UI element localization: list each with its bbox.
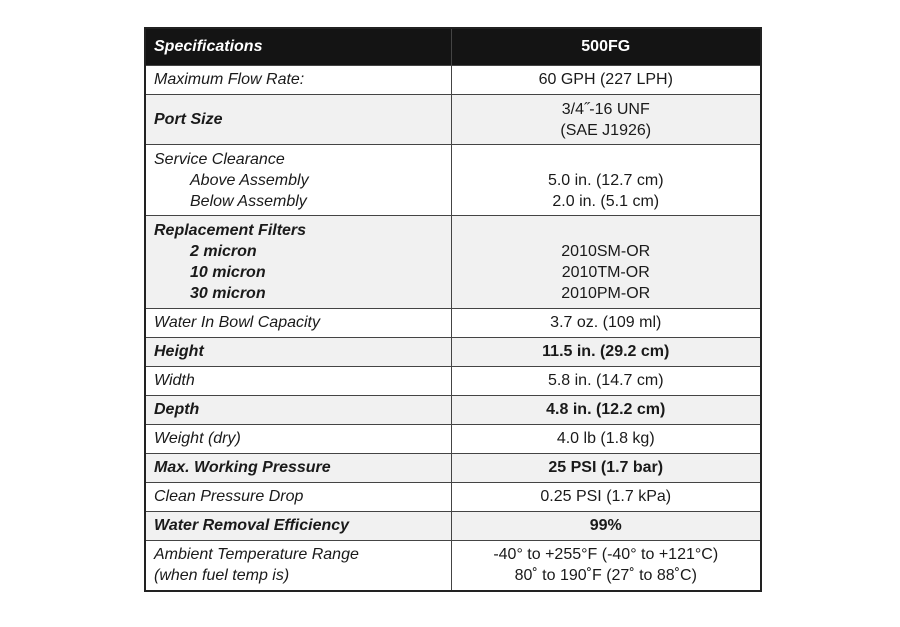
- row-value: 4.8 in. (12.2 cm): [451, 396, 761, 425]
- clearance-title: Service Clearance: [154, 150, 285, 168]
- row-width: [145, 367, 761, 396]
- row-label: Weight (dry): [145, 425, 451, 454]
- row-weight: [145, 425, 761, 454]
- row-service-clearance: [145, 145, 761, 216]
- row-replacement-filters: [145, 216, 761, 309]
- row-label: Height: [145, 338, 451, 367]
- clearance-below-value: 2.0 in. (5.1 cm): [552, 192, 660, 210]
- row-label: Depth: [145, 396, 451, 425]
- row-port-size: [145, 95, 761, 145]
- header-label: Specifications: [145, 28, 451, 66]
- specifications-table: [144, 27, 762, 592]
- filter-30-micron-part: 2010PM-OR: [561, 285, 651, 302]
- clearance-above-label: Above Assembly: [190, 171, 309, 189]
- row-value: 5.8 in. (14.7 cm): [451, 367, 761, 396]
- row-value: 60 GPH (227 LPH): [451, 66, 761, 95]
- row-label: [145, 216, 451, 309]
- row-bowl-capacity: [145, 309, 761, 338]
- row-value: 25 PSI (1.7 bar): [451, 454, 761, 483]
- row-label: Port Size: [145, 95, 451, 145]
- row-water-removal-efficiency: [145, 512, 761, 541]
- filter-10-micron-part: 2010TM-OR: [561, 264, 650, 281]
- temp-label: Ambient Temperature Range: [154, 546, 359, 564]
- filter-30-micron-label: 30 micron: [190, 285, 266, 302]
- row-label: Width: [145, 367, 451, 396]
- temp-range-fuel: 80˚ to 190˚F (27˚ to 88˚C): [514, 567, 697, 585]
- row-max-flow-rate: [145, 66, 761, 95]
- row-value: [451, 216, 761, 309]
- port-standard: (SAE J1926): [560, 121, 652, 139]
- row-depth: [145, 396, 761, 425]
- temp-range-ambient: -40° to +255°F (-40° to +121°C): [493, 546, 719, 564]
- row-value: [451, 145, 761, 216]
- clearance-above-value: 5.0 in. (12.7 cm): [547, 171, 664, 189]
- header-row: [145, 28, 761, 66]
- row-value: 11.5 in. (29.2 cm): [451, 338, 761, 367]
- filter-2-micron-part: 2010SM-OR: [561, 243, 651, 260]
- temp-sublabel: (when fuel temp is): [154, 567, 290, 585]
- row-height: [145, 338, 761, 367]
- filters-title: Replacement Filters: [154, 222, 307, 239]
- port-thread: 3/4˝-16 UNF: [561, 100, 650, 118]
- row-value: [451, 541, 761, 591]
- row-label: Maximum Flow Rate:: [145, 66, 451, 95]
- row-label: [145, 541, 451, 591]
- row-ambient-temperature: [145, 541, 761, 591]
- row-value: 99%: [451, 512, 761, 541]
- row-label: Water Removal Efficiency: [145, 512, 451, 541]
- row-label: Max. Working Pressure: [145, 454, 451, 483]
- row-value: 4.0 lb (1.8 kg): [451, 425, 761, 454]
- row-label: Clean Pressure Drop: [145, 483, 451, 512]
- header-model: 500FG: [451, 28, 761, 66]
- row-label: [145, 145, 451, 216]
- row-value: [451, 95, 761, 145]
- row-value: 0.25 PSI (1.7 kPa): [451, 483, 761, 512]
- clearance-below-label: Below Assembly: [190, 192, 307, 210]
- row-label: Water In Bowl Capacity: [145, 309, 451, 338]
- row-clean-pressure-drop: [145, 483, 761, 512]
- row-value: 3.7 oz. (109 ml): [451, 309, 761, 338]
- filter-2-micron-label: 2 micron: [190, 243, 257, 260]
- row-max-working-pressure: [145, 454, 761, 483]
- filter-10-micron-label: 10 micron: [190, 264, 266, 281]
